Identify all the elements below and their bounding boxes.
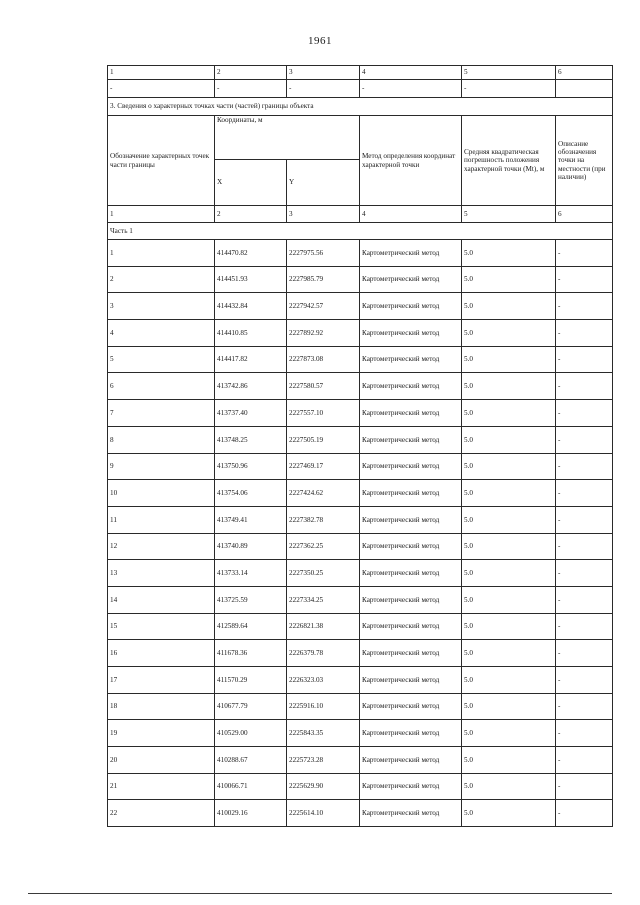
point-number: 5: [108, 346, 215, 373]
column-number: 1: [108, 206, 215, 223]
point-number: 11: [108, 506, 215, 533]
point-number: 6: [108, 373, 215, 400]
column-number: 6: [556, 206, 613, 223]
table-row: [108, 640, 613, 667]
coord-y: 2227424.62: [287, 480, 360, 507]
table-row: [108, 400, 613, 427]
point-number: 10: [108, 480, 215, 507]
table-row: [108, 613, 613, 640]
coord-x: 414417.82: [215, 346, 287, 373]
part-label-row: [108, 223, 613, 240]
accuracy: 5.0: [462, 773, 556, 800]
method: Картометрический метод: [360, 480, 462, 507]
column-number-row: [108, 206, 613, 223]
table-row: [108, 560, 613, 587]
point-number: 22: [108, 800, 215, 827]
table-row: [108, 747, 613, 774]
dash-cell: -: [108, 80, 215, 98]
coord-x: 413749.41: [215, 506, 287, 533]
coord-x: 411570.29: [215, 667, 287, 694]
coord-y: 2227334.25: [287, 586, 360, 613]
description: -: [556, 453, 613, 480]
column-number: 2: [215, 206, 287, 223]
part-label: Часть 1: [108, 223, 613, 240]
description: -: [556, 506, 613, 533]
point-number: 17: [108, 667, 215, 694]
table-row: [108, 240, 613, 267]
accuracy: 5.0: [462, 586, 556, 613]
table-row: [108, 800, 613, 827]
coord-y: 2227942.57: [287, 293, 360, 320]
accuracy: 5.0: [462, 667, 556, 694]
method: Картометрический метод: [360, 400, 462, 427]
coord-x: 413754.06: [215, 480, 287, 507]
point-number: 14: [108, 586, 215, 613]
method: Картометрический метод: [360, 453, 462, 480]
coord-x: 413737.40: [215, 400, 287, 427]
coord-y: 2226323.03: [287, 667, 360, 694]
coord-x: 412589.64: [215, 613, 287, 640]
header-coords: Координаты, м: [215, 116, 360, 160]
accuracy: 5.0: [462, 453, 556, 480]
description: -: [556, 533, 613, 560]
dash-cell: -: [462, 80, 556, 98]
section-title: 3. Сведения о характерных точках части (частей) границы объекта: [108, 98, 613, 116]
dash-cell: -: [287, 80, 360, 98]
table-row: [108, 480, 613, 507]
method: Картометрический метод: [360, 266, 462, 293]
column-number: 5: [462, 206, 556, 223]
coord-y: 2225843.35: [287, 720, 360, 747]
coord-y: 2227580.57: [287, 373, 360, 400]
point-number: 2: [108, 266, 215, 293]
method: Картометрический метод: [360, 773, 462, 800]
accuracy: 5.0: [462, 506, 556, 533]
header-method: Метод определения координат характерной точки: [360, 116, 462, 206]
method: Картометрический метод: [360, 613, 462, 640]
description: -: [556, 613, 613, 640]
description: -: [556, 773, 613, 800]
method: Картометрический метод: [360, 346, 462, 373]
coord-y: 2225723.28: [287, 747, 360, 774]
coord-x: 410066.71: [215, 773, 287, 800]
description: -: [556, 667, 613, 694]
bottom-rule: [28, 893, 612, 894]
coord-x: 413742.86: [215, 373, 287, 400]
coord-y: 2227892.92: [287, 320, 360, 347]
method: Картометрический метод: [360, 720, 462, 747]
coord-y: 2227350.25: [287, 560, 360, 587]
page-number: 1961: [308, 35, 332, 47]
point-number: 3: [108, 293, 215, 320]
coord-y: 2227975.56: [287, 240, 360, 267]
header-row-1: [108, 116, 613, 160]
method: Картометрический метод: [360, 293, 462, 320]
accuracy: 5.0: [462, 320, 556, 347]
top-header-cell: 3: [287, 66, 360, 80]
boundary-points-table: [107, 65, 613, 827]
coord-x: 413740.89: [215, 533, 287, 560]
top-dash-row: [108, 80, 613, 98]
dash-cell: -: [215, 80, 287, 98]
table-row: [108, 693, 613, 720]
description: -: [556, 293, 613, 320]
table-row: [108, 373, 613, 400]
point-number: 21: [108, 773, 215, 800]
accuracy: 5.0: [462, 293, 556, 320]
description: -: [556, 720, 613, 747]
coord-y: 2227362.25: [287, 533, 360, 560]
method: Картометрический метод: [360, 747, 462, 774]
accuracy: 5.0: [462, 426, 556, 453]
coord-y: 2227873.08: [287, 346, 360, 373]
point-number: 12: [108, 533, 215, 560]
description: -: [556, 747, 613, 774]
table-row: [108, 586, 613, 613]
point-number: 1: [108, 240, 215, 267]
method: Картометрический метод: [360, 533, 462, 560]
column-number: 4: [360, 206, 462, 223]
accuracy: 5.0: [462, 346, 556, 373]
coord-y: 2225614.10: [287, 800, 360, 827]
top-header-cell: 2: [215, 66, 287, 80]
table-row: [108, 773, 613, 800]
coord-x: 413725.59: [215, 586, 287, 613]
accuracy: 5.0: [462, 373, 556, 400]
dash-cell: -: [360, 80, 462, 98]
method: Картометрический метод: [360, 640, 462, 667]
top-header-cell: 6: [556, 66, 613, 80]
method: Картометрический метод: [360, 560, 462, 587]
coord-y: 2226379.78: [287, 640, 360, 667]
header-y: Y: [287, 160, 360, 206]
accuracy: 5.0: [462, 480, 556, 507]
description: -: [556, 426, 613, 453]
point-number: 4: [108, 320, 215, 347]
method: Картометрический метод: [360, 800, 462, 827]
coord-x: 410029.16: [215, 800, 287, 827]
point-number: 19: [108, 720, 215, 747]
point-number: 20: [108, 747, 215, 774]
header-accuracy: Средняя квадратическая погрешность положения характерной точки (Мt), м: [462, 116, 556, 206]
coord-y: 2226821.38: [287, 613, 360, 640]
point-number: 9: [108, 453, 215, 480]
table-row: [108, 453, 613, 480]
point-number: 15: [108, 613, 215, 640]
coord-x: 413750.96: [215, 453, 287, 480]
header-description: Описание обозначения точки на местности (при наличии): [556, 116, 613, 206]
top-header-cell: 1: [108, 66, 215, 80]
coord-y: 2225629.90: [287, 773, 360, 800]
dash-cell: [556, 80, 613, 98]
description: -: [556, 373, 613, 400]
accuracy: 5.0: [462, 693, 556, 720]
coord-x: 414451.93: [215, 266, 287, 293]
accuracy: 5.0: [462, 560, 556, 587]
table-row: [108, 293, 613, 320]
description: -: [556, 693, 613, 720]
table-row: [108, 506, 613, 533]
coord-y: 2227382.78: [287, 506, 360, 533]
description: -: [556, 560, 613, 587]
description: -: [556, 640, 613, 667]
top-header-cell: 4: [360, 66, 462, 80]
accuracy: 5.0: [462, 800, 556, 827]
coord-x: 410677.79: [215, 693, 287, 720]
method: Картометрический метод: [360, 586, 462, 613]
description: -: [556, 800, 613, 827]
coord-x: 410288.67: [215, 747, 287, 774]
method: Картометрический метод: [360, 240, 462, 267]
table-row: [108, 320, 613, 347]
table-row: [108, 667, 613, 694]
method: Картометрический метод: [360, 667, 462, 694]
description: -: [556, 400, 613, 427]
method: Картометрический метод: [360, 426, 462, 453]
accuracy: 5.0: [462, 640, 556, 667]
description: -: [556, 480, 613, 507]
point-number: 18: [108, 693, 215, 720]
accuracy: 5.0: [462, 613, 556, 640]
method: Картометрический метод: [360, 373, 462, 400]
description: -: [556, 240, 613, 267]
coord-y: 2227505.19: [287, 426, 360, 453]
coord-x: 414432.84: [215, 293, 287, 320]
accuracy: 5.0: [462, 533, 556, 560]
coord-x: 413748.25: [215, 426, 287, 453]
description: -: [556, 586, 613, 613]
point-number: 13: [108, 560, 215, 587]
coord-y: 2225916.10: [287, 693, 360, 720]
coord-x: 414410.85: [215, 320, 287, 347]
column-number: 3: [287, 206, 360, 223]
table-row: [108, 720, 613, 747]
method: Картометрический метод: [360, 693, 462, 720]
table-row: [108, 266, 613, 293]
coord-x: 410529.00: [215, 720, 287, 747]
method: Картометрический метод: [360, 320, 462, 347]
accuracy: 5.0: [462, 240, 556, 267]
point-number: 8: [108, 426, 215, 453]
top-header-row: [108, 66, 613, 80]
header-x: X: [215, 160, 287, 206]
accuracy: 5.0: [462, 720, 556, 747]
coord-y: 2227469.17: [287, 453, 360, 480]
table-row: [108, 426, 613, 453]
table-row: [108, 346, 613, 373]
coord-y: 2227985.79: [287, 266, 360, 293]
point-number: 16: [108, 640, 215, 667]
section-title-row: [108, 98, 613, 116]
coord-y: 2227557.10: [287, 400, 360, 427]
accuracy: 5.0: [462, 400, 556, 427]
coord-x: 414470.82: [215, 240, 287, 267]
accuracy: 5.0: [462, 266, 556, 293]
point-number: 7: [108, 400, 215, 427]
accuracy: 5.0: [462, 747, 556, 774]
description: -: [556, 346, 613, 373]
method: Картометрический метод: [360, 506, 462, 533]
description: -: [556, 320, 613, 347]
header-point: Обозначение характерных точек части границы: [108, 116, 215, 206]
top-header-cell: 5: [462, 66, 556, 80]
coord-x: 413733.14: [215, 560, 287, 587]
table-row: [108, 533, 613, 560]
description: -: [556, 266, 613, 293]
coord-x: 411678.36: [215, 640, 287, 667]
